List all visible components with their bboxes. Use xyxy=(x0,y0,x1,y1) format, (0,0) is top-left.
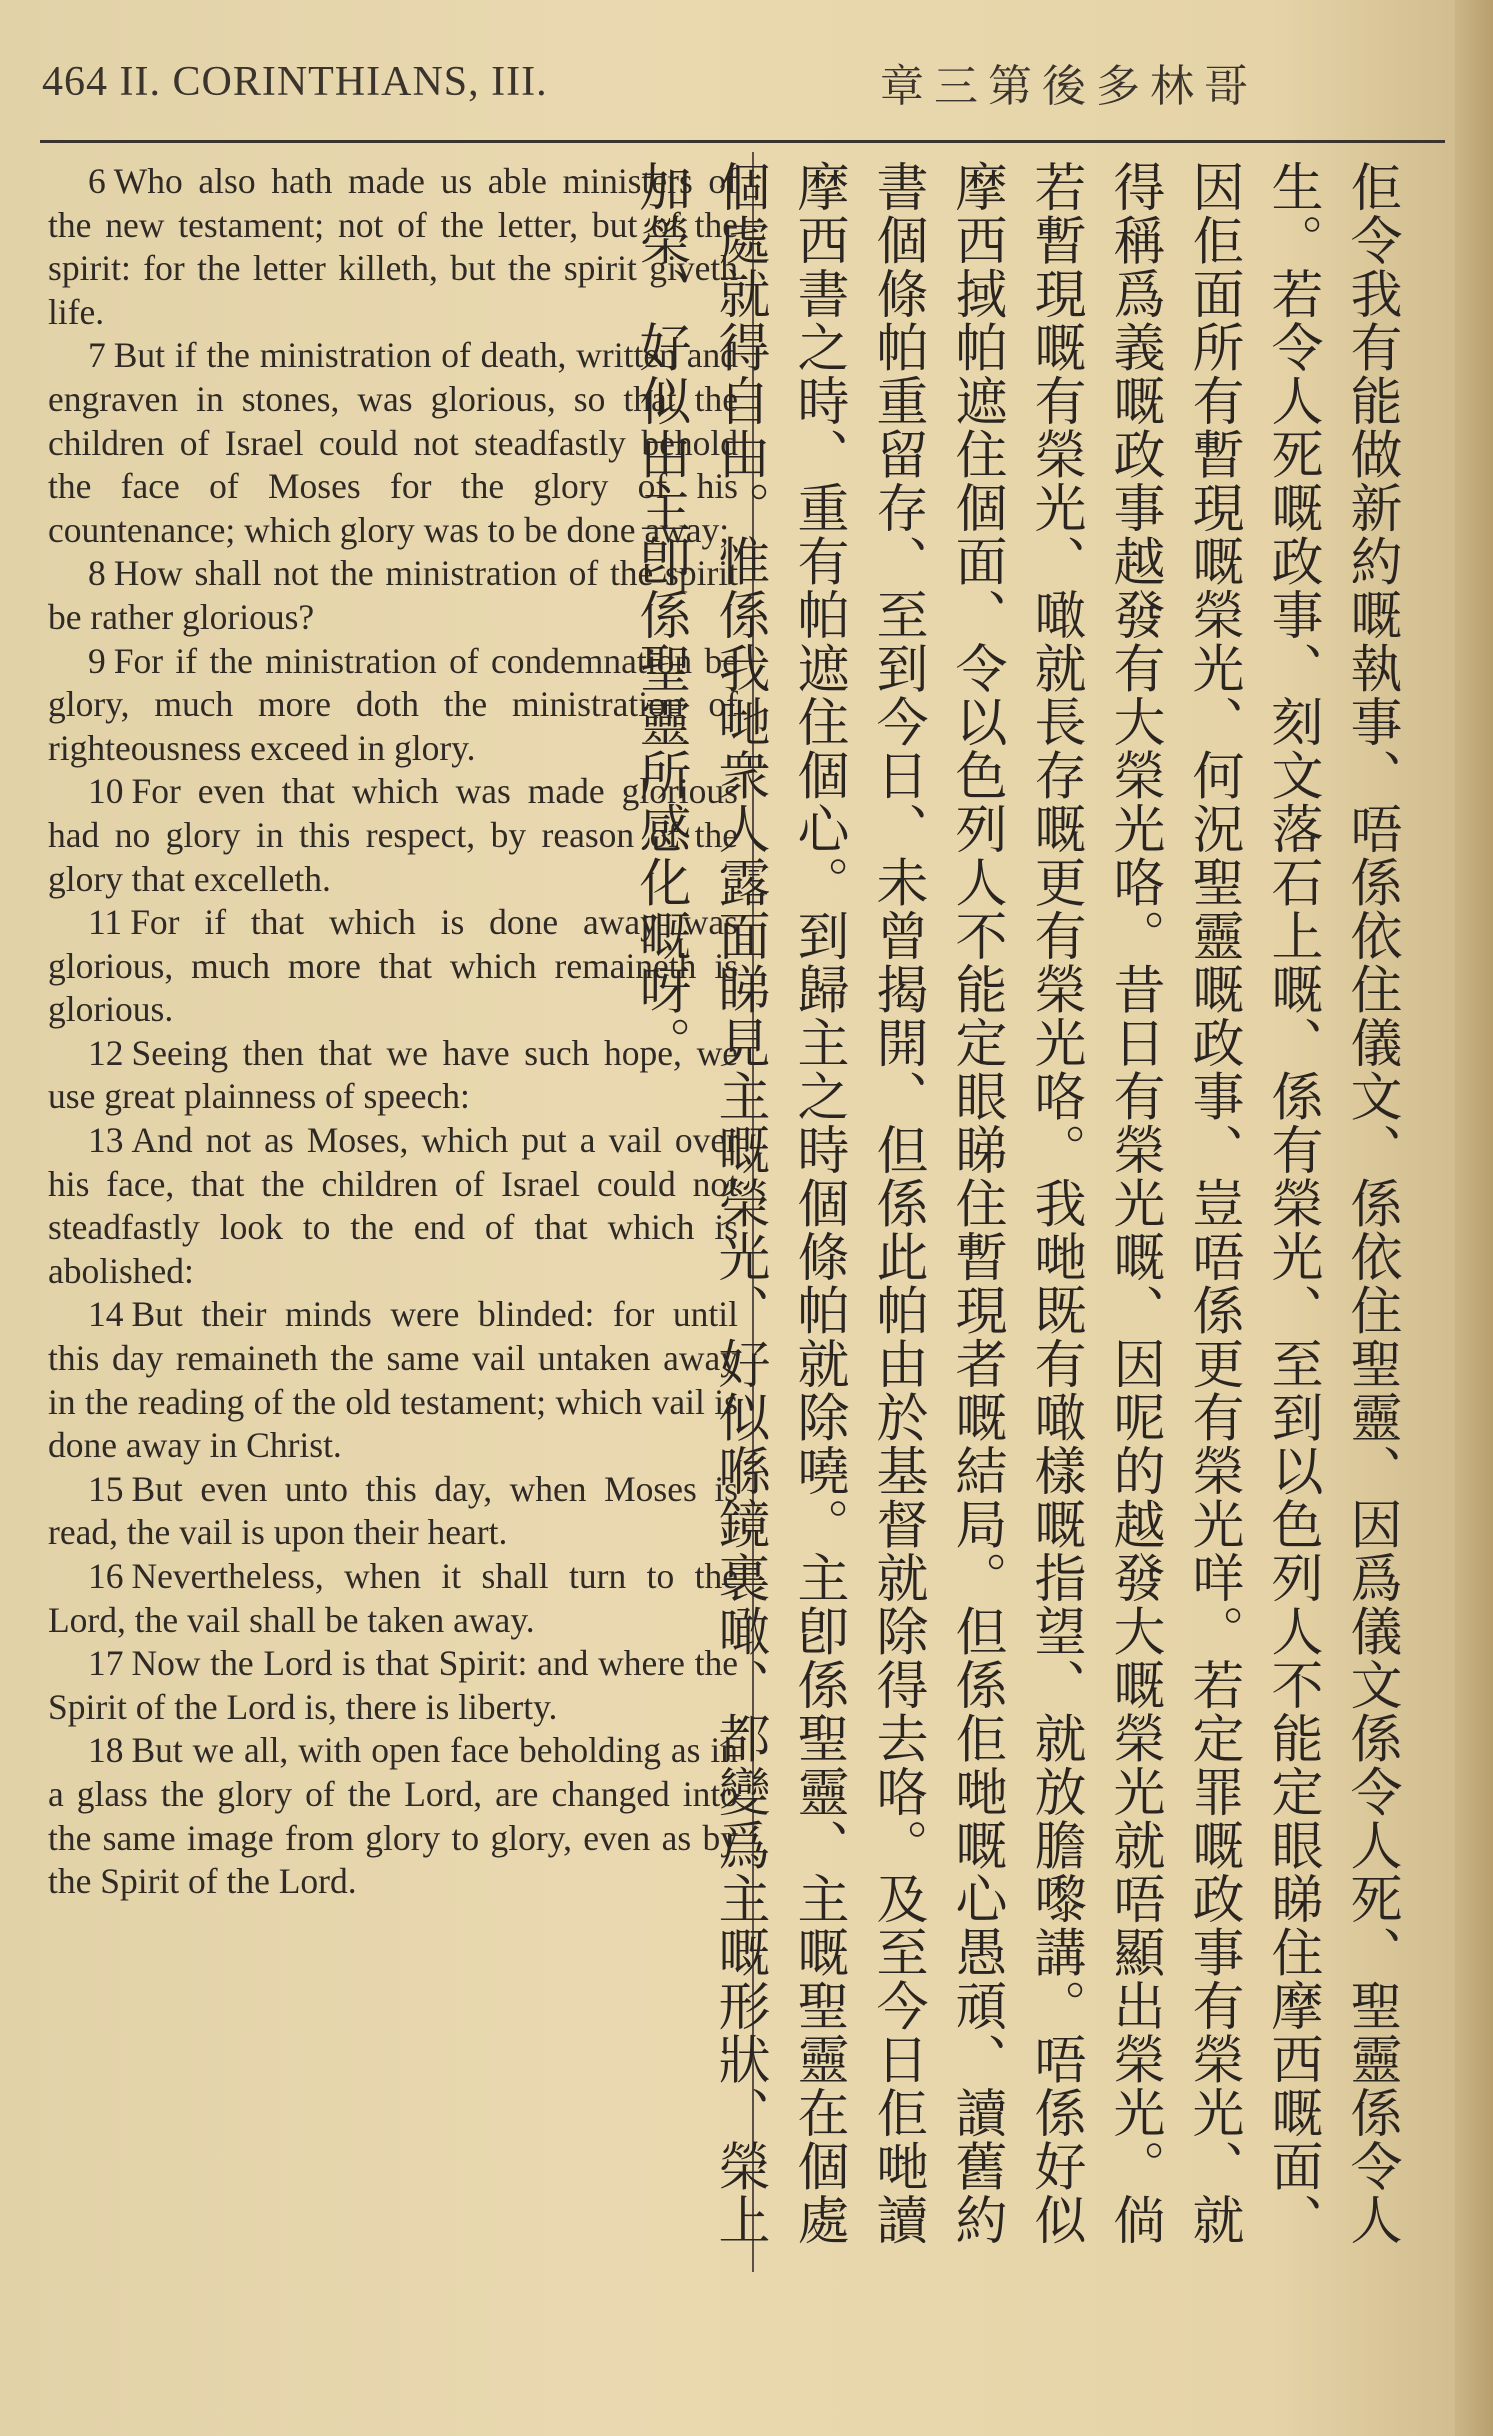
verse-text: Nevertheless, when it shall turn to the Lord, the vail shall be taken away. xyxy=(48,1556,738,1640)
verse-text: Who also hath made us able ministers of the new testament; not of the letter, but of the spirit: for the letter killeth, but the spirit giveth life. xyxy=(48,161,738,332)
verse-text: For even that which was made glorious had no glory in this respect, by reason of the glory that excelleth. xyxy=(48,771,738,899)
verse-text: But if the ministration of death, written and engraven in stones, was glorious, so that the children of Israel could not steadfastly behold the face of Moses for the glory of his countenance; which glory was to be done away; xyxy=(48,335,738,550)
verse-number: 7 xyxy=(88,335,106,376)
verse-number: 13 xyxy=(88,1120,124,1161)
chinese-column: 佢令我有能做新約嘅執事、唔係依住儀文、係依住聖靈、因爲儀文係令人死、聖靈係令人生。若令人死嘅政事、刻文落石上嘅、係有榮光、至到以色列人不能定眼睇住摩西嘅面、因佢面所有暫現嘅榮光、何況聖靈嘅政事、豈唔係更有榮光咩。若定罪嘅政事有榮光、就得稱爲義嘅政事越發有大榮光咯。昔日有榮光嘅、因呢的越發大嘅榮光就唔顯出榮光。倘若暫現嘅有榮光、噉就長存嘅更有榮光咯。我哋既有噉樣嘅指望、就放膽嚟講。唔係好似摩西掝帕遮住個面、令以色列人不能定眼睇住暫現者嘅結局。但係佢哋嘅心愚頑、讀舊約書個條帕重留存、至到今日、未曾揭開、但係此帕由於基督就除得去咯。及至今日佢哋讀摩西書之時、重有帕遮住個心。到歸主之時個條帕就除嘵。主卽係聖靈、主嘅聖靈在個處個處就得自由。惟係我哋衆人露面睇見主嘅榮光、好似喺鏡裏噉、都變爲主嘅形狀、榮上加榮、好似由主卽係聖靈所感化嘅呀。 xyxy=(630,160,1401,2247)
verse-text: How shall not the ministration of the spirit be rather glorious? xyxy=(48,553,738,637)
verse-number: 18 xyxy=(88,1730,124,1771)
verse-17 xyxy=(48,1642,738,1729)
verse-number: 16 xyxy=(88,1556,124,1596)
verse-number: 10 xyxy=(88,771,124,812)
verse-text: But we all, with open face beholding as in a glass the glory of the Lord, are changed into the same image from glory to glory, even as by the Spirit of the Lord. xyxy=(48,1730,738,1902)
verse-16 xyxy=(48,1555,738,1642)
verse-number: 15 xyxy=(88,1468,124,1509)
running-header-english: 464 II. CORINTHIANS, III. xyxy=(42,59,548,105)
header-rule xyxy=(40,140,1445,143)
verse-text: Seeing then that we have such hope, we use great plainness of speech: xyxy=(48,1032,738,1117)
running-header-chinese: 章三第後多林哥 xyxy=(880,61,1258,112)
verse-number: 17 xyxy=(88,1643,124,1684)
verse-text: For if the ministration of condemnation be glory, much more doth the ministration of righteousness exceed in glory. xyxy=(48,640,738,768)
verse-text: Now the Lord is that Spirit: and where the Spirit of the Lord is, there is liberty. xyxy=(48,1643,738,1727)
verse-number: 11 xyxy=(88,902,123,943)
verse-number: 9 xyxy=(88,640,106,681)
verse-number: 14 xyxy=(88,1294,124,1335)
verse-15 xyxy=(48,1468,738,1555)
verse-14 xyxy=(48,1293,738,1467)
verse-number: 12 xyxy=(88,1032,124,1073)
verse-text: For if that which is done away was glorious, much more that which remaineth is glorious. xyxy=(48,902,738,1030)
verse-number: 6 xyxy=(88,161,106,201)
verse-text: And not as Moses, which put a vail over his face, that the children of Israel could not steadfastly look to the end of that which is abolished: xyxy=(48,1120,738,1291)
verse-text: But even unto this day, when Moses is read, the vail is upon their heart. xyxy=(48,1468,738,1553)
page-edge xyxy=(1455,0,1493,2436)
verse-13 xyxy=(48,1119,738,1293)
verse-18 xyxy=(48,1729,738,1903)
verse-number: 8 xyxy=(88,553,106,594)
verse-text: But their minds were blinded: for until this day remaineth the same vail untaken away in the reading of the old testament; which vail is done away in Christ. xyxy=(48,1294,738,1466)
